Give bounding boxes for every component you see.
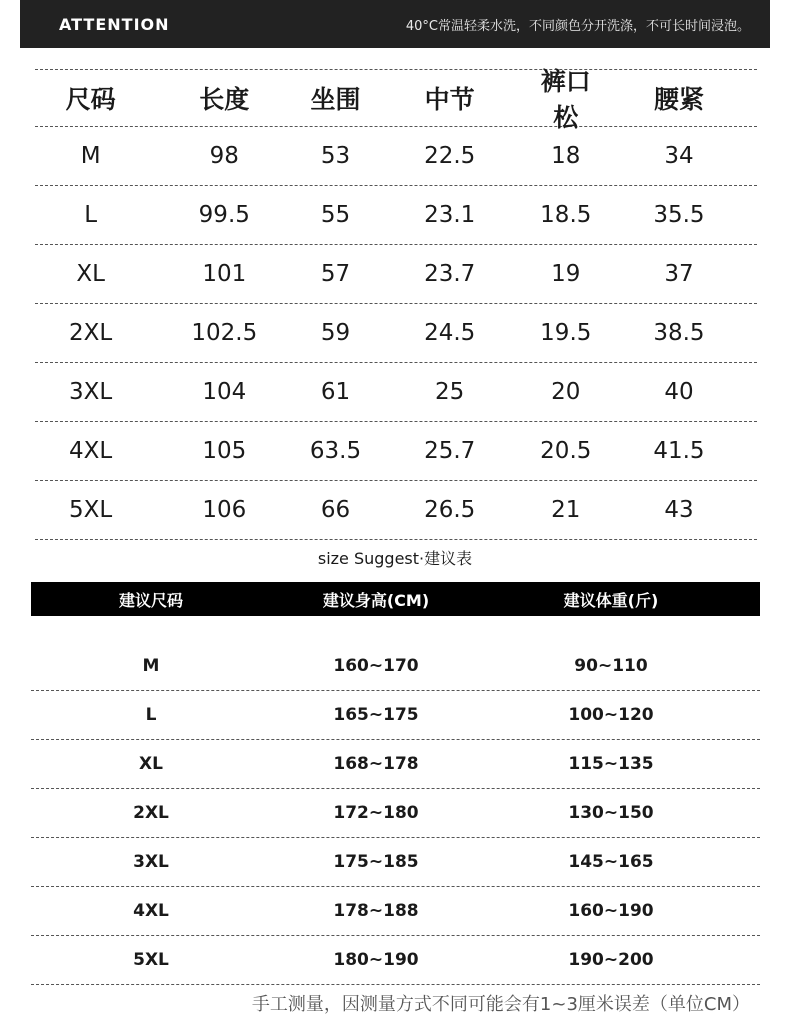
cell-size: XL — [139, 754, 163, 774]
table-row — [31, 789, 760, 838]
cell-rise: 23.7 — [424, 261, 476, 287]
cell-size: 3XL — [69, 379, 113, 405]
cell-leg-opening: 18 — [551, 143, 581, 169]
cell-height: 160~170 — [333, 656, 419, 676]
cell-seat: 59 — [320, 320, 351, 346]
cell-length: 101 — [202, 261, 247, 287]
cell-weight: 115~135 — [568, 754, 654, 774]
cell-seat: 57 — [320, 261, 351, 287]
cell-seat: 63.5 — [309, 438, 362, 464]
measurement-table — [35, 69, 757, 540]
cell-length: 102.5 — [191, 320, 258, 346]
cell-length: 104 — [202, 379, 247, 405]
header-size: 尺码 — [65, 85, 116, 114]
table-row — [35, 363, 757, 422]
cell-size: M — [80, 143, 101, 169]
cell-size: L — [84, 202, 98, 228]
cell-size: 5XL — [133, 950, 169, 970]
suggest-header-bar — [31, 582, 760, 616]
cell-waist: 38.5 — [653, 320, 705, 346]
cell-height: 165~175 — [333, 705, 419, 725]
cell-height: 180~190 — [333, 950, 419, 970]
cell-leg-opening: 19 — [551, 261, 581, 287]
measurement-header-row — [35, 67, 757, 132]
cell-length: 99.5 — [198, 202, 250, 228]
table-row — [35, 304, 757, 363]
cell-size: 4XL — [69, 438, 113, 464]
cell-leg-opening: 19.5 — [540, 320, 592, 346]
cell-waist: 43 — [664, 497, 694, 523]
cell-weight: 100~120 — [568, 705, 654, 725]
cell-rise: 25.7 — [424, 438, 476, 464]
cell-size: M — [142, 656, 160, 676]
cell-size: 2XL — [69, 320, 113, 346]
cell-weight: 145~165 — [568, 852, 654, 872]
cell-length: 105 — [202, 438, 247, 464]
table-row — [31, 691, 760, 740]
table-row — [31, 887, 760, 936]
cell-rise: 23.1 — [424, 202, 476, 228]
table-row — [31, 642, 760, 691]
table-row — [35, 127, 757, 186]
table-row — [35, 245, 757, 304]
header-rise: 中节 — [424, 85, 475, 114]
table-row — [31, 936, 760, 985]
cell-weight: 160~190 — [568, 901, 654, 921]
table-row — [31, 838, 760, 887]
cell-waist: 40 — [664, 379, 694, 405]
cell-seat: 61 — [320, 379, 351, 405]
attention-banner — [20, 0, 770, 48]
cell-leg-opening: 21 — [551, 497, 581, 523]
washing-note: 40°C常温轻柔水洗，不同颜色分开洗涤，不可长时间浸泡。 — [405, 19, 750, 34]
cell-weight: 190~200 — [568, 950, 654, 970]
header-leg-opening: 裤口松 — [540, 67, 591, 132]
header-waist: 腰紧 — [653, 85, 704, 114]
cell-length: 106 — [202, 497, 247, 523]
cell-leg-opening: 18.5 — [540, 202, 592, 228]
cell-size: 5XL — [69, 497, 113, 523]
measurement-footnote: 手工测量，因测量方式不同可能会有1~3厘米误差（单位CM） — [251, 994, 750, 1015]
header-seat: 坐围 — [310, 85, 361, 114]
cell-weight: 90~110 — [574, 656, 648, 676]
cell-weight: 130~150 — [568, 803, 654, 823]
table-row — [35, 481, 757, 540]
cell-height: 178~188 — [333, 901, 419, 921]
suggest-title: size Suggest·建议表 — [317, 549, 473, 568]
cell-height: 168~178 — [333, 754, 419, 774]
cell-height: 175~185 — [333, 852, 419, 872]
header-suggest-height: 建议身高(CM) — [322, 590, 430, 610]
cell-leg-opening: 20.5 — [540, 438, 592, 464]
cell-rise: 25 — [435, 379, 465, 405]
cell-size: 3XL — [133, 852, 169, 872]
cell-waist: 35.5 — [653, 202, 705, 228]
cell-rise: 24.5 — [424, 320, 476, 346]
cell-size: 2XL — [133, 803, 169, 823]
table-row — [35, 186, 757, 245]
cell-seat: 53 — [320, 143, 351, 169]
table-row — [35, 422, 757, 481]
cell-waist: 34 — [664, 143, 694, 169]
cell-seat: 66 — [320, 497, 351, 523]
cell-height: 172~180 — [333, 803, 419, 823]
cell-seat: 55 — [320, 202, 351, 228]
cell-rise: 26.5 — [424, 497, 476, 523]
cell-size: 4XL — [133, 901, 169, 921]
cell-rise: 22.5 — [424, 143, 476, 169]
cell-waist: 41.5 — [653, 438, 705, 464]
header-length: 长度 — [199, 85, 250, 114]
attention-title: ATTENTION — [59, 15, 170, 34]
suggest-table — [31, 642, 760, 985]
header-suggest-size: 建议尺码 — [118, 590, 183, 610]
cell-waist: 37 — [664, 261, 694, 287]
cell-length: 98 — [209, 143, 239, 169]
cell-size: XL — [76, 261, 105, 287]
table-row — [31, 740, 760, 789]
cell-leg-opening: 20 — [551, 379, 581, 405]
header-suggest-weight: 建议体重(斤) — [563, 590, 659, 610]
cell-size: L — [145, 705, 157, 725]
